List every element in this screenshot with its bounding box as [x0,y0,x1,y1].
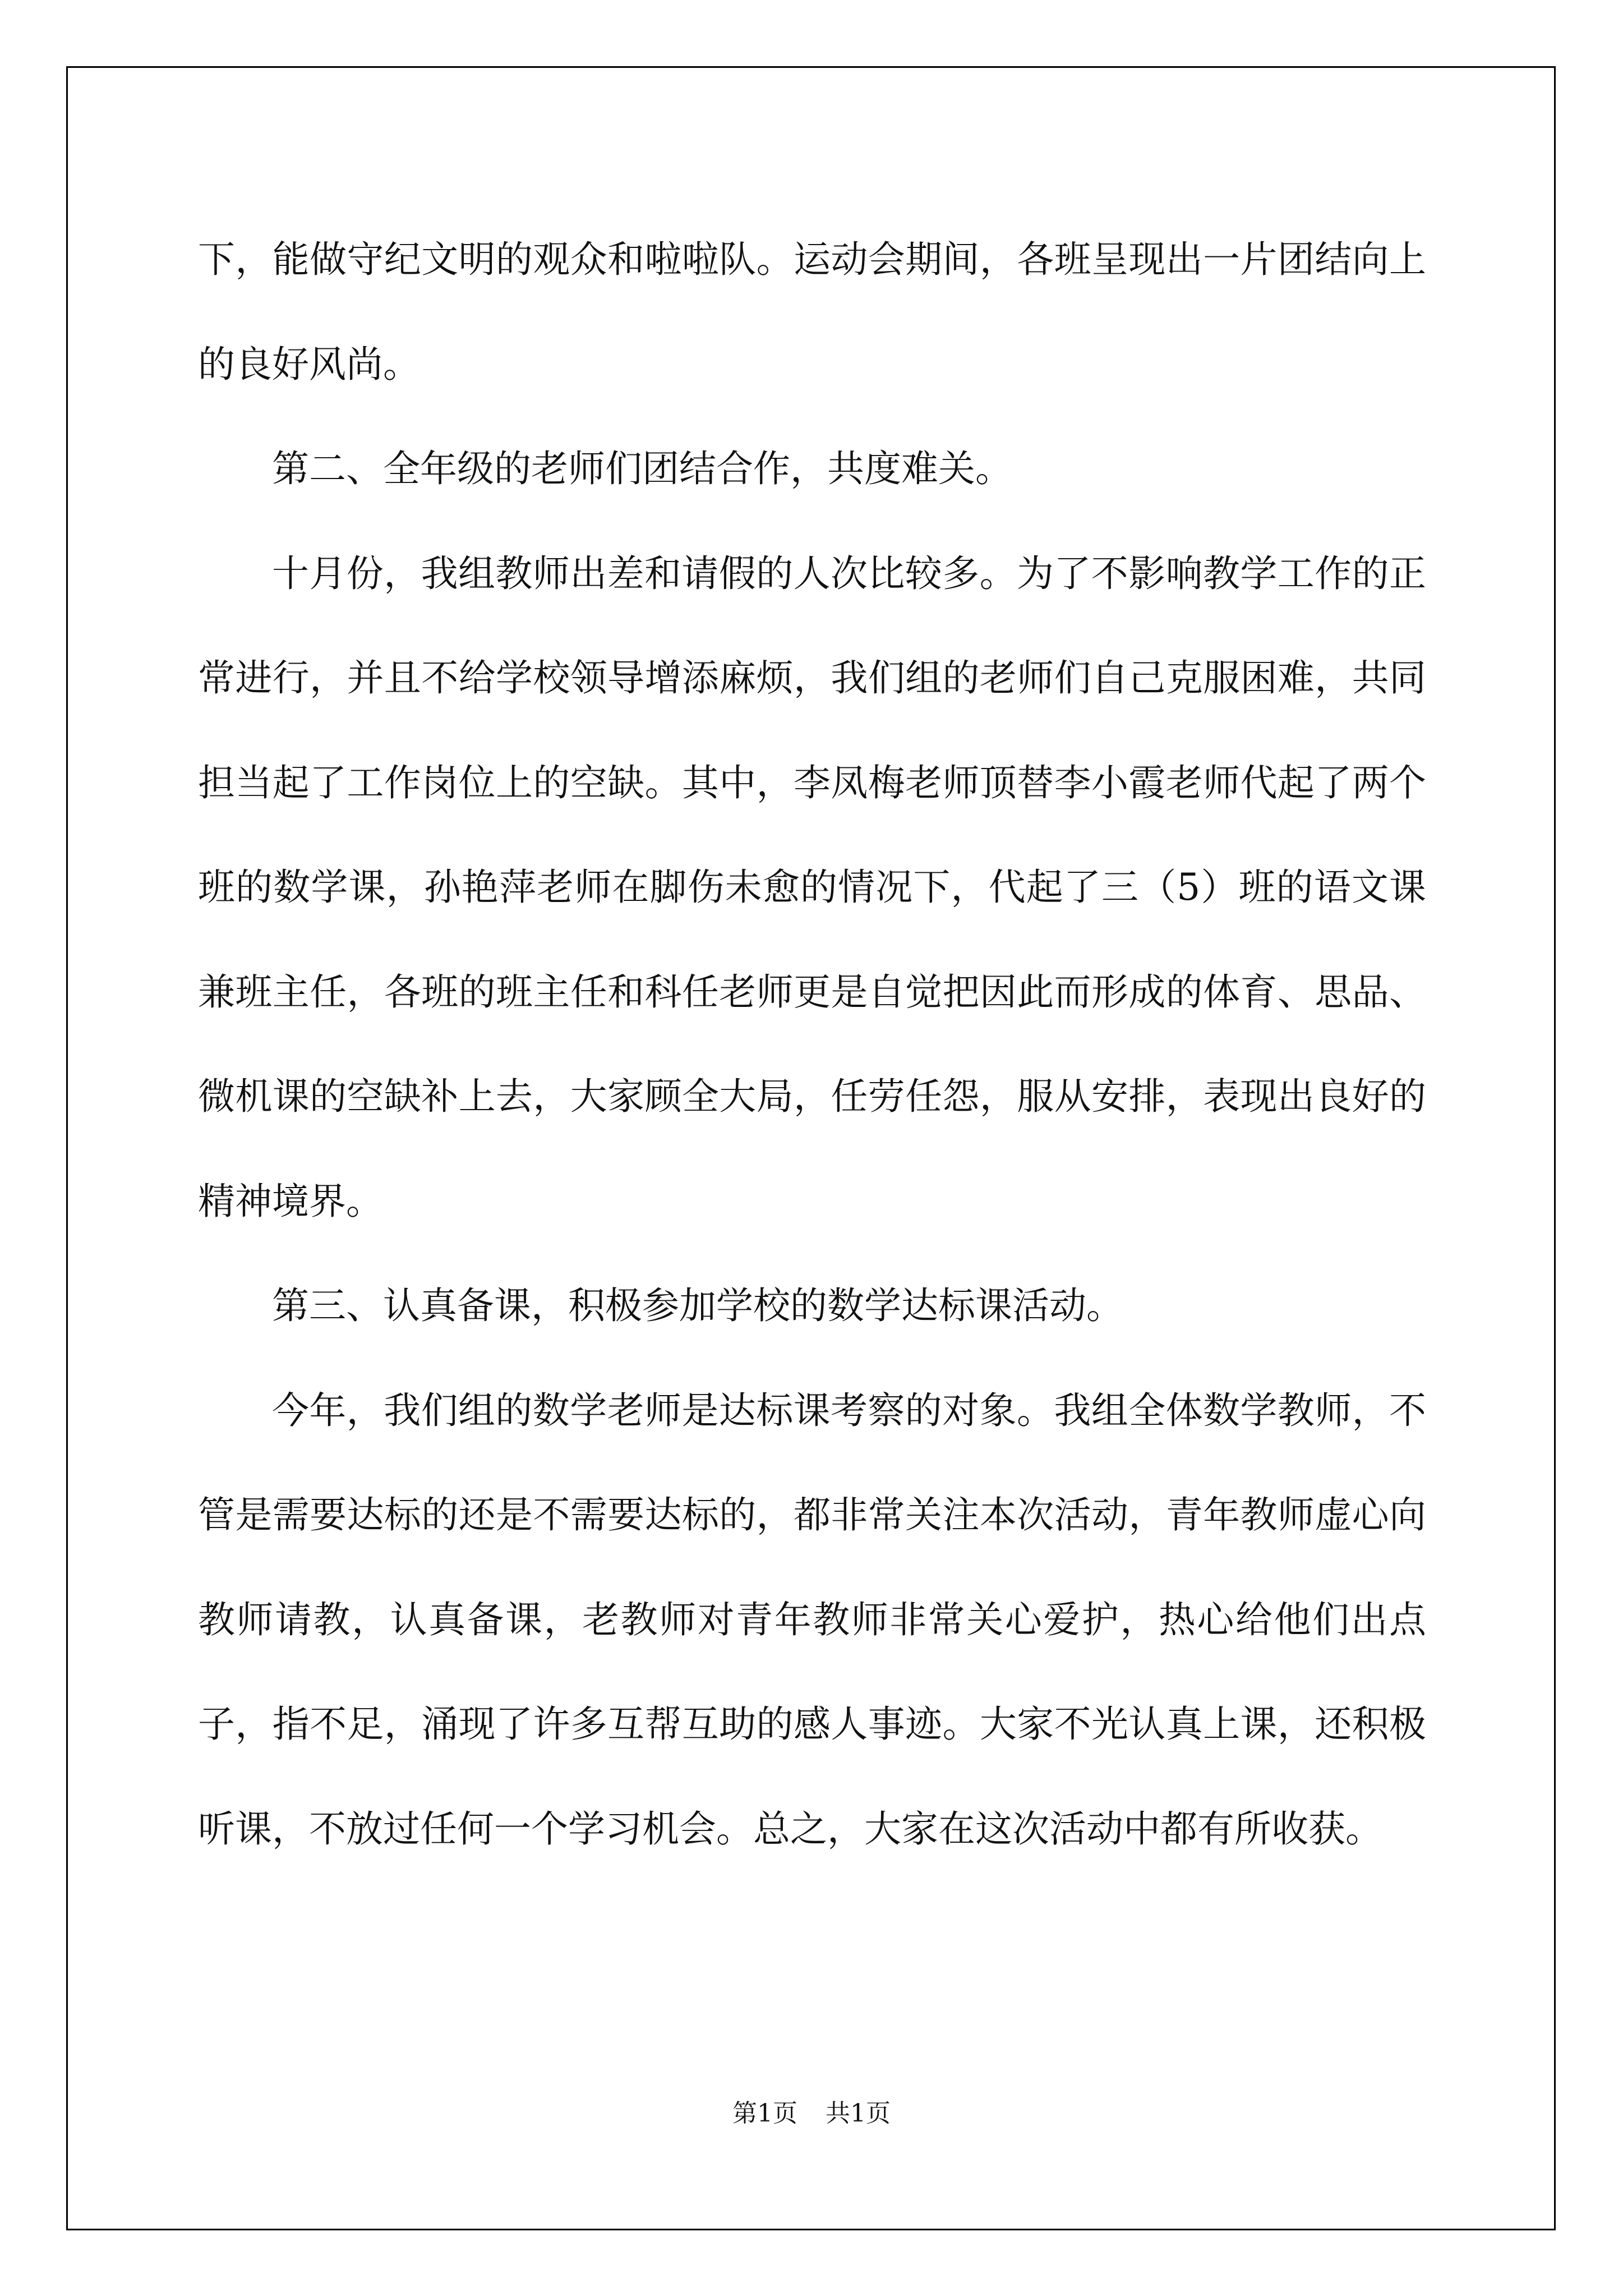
document-body [198,208,1426,1881]
page-number-total: 共1页 [826,2099,891,2128]
paragraph-2-heading: 第二、全年级的老师们团结合作，共度难关。 [272,447,1012,490]
page-footer [0,2097,1623,2131]
page-number-current: 第1页 [732,2099,797,2128]
paragraph-5: 今年，我们组的数学老师是达标课考察的对象。我组全体数学教师，不管是需要达标的还是不需要达标的，都非常关注本次活动，青年教师虚心向教师请教，认真备课，老教师对青年教师非常关心爱护，热心给他们出点子，指不足，涌现了许多互帮互助的感人事迹。大家不光认真上课，还积极听课，不放过任何一个学习机会。总之，大家在这次活动中都有所收获。 [198,1388,1426,1851]
paragraph-1: 下，能做守纪文明的观众和啦啦队。运动会期间，各班呈现出一片团结向上的良好风尚。 [198,238,1426,386]
paragraph-4-heading: 第三、认真备课，积极参加学校的数学达标课活动。 [272,1284,1123,1327]
paragraph-3: 十月份，我组教师出差和请假的人次比较多。为了不影响教学工作的正常进行，并且不给学校领导增添麻烦，我们组的老师们自己克服困难，共同担当起了工作岗位上的空缺。其中，李凤梅老师顶替李小霞老师代起了两个班的数学课，孙艳萍老师在脚伤未愈的情况下，代起了三（5）班的语文课兼班主任，各班的班主任和科任老师更是自觉把因此而形成的体育、思品、微机课的空缺补上去，大家顾全大局，任劳任怨，服从安排，表现出良好的精神境界。 [198,551,1426,1223]
